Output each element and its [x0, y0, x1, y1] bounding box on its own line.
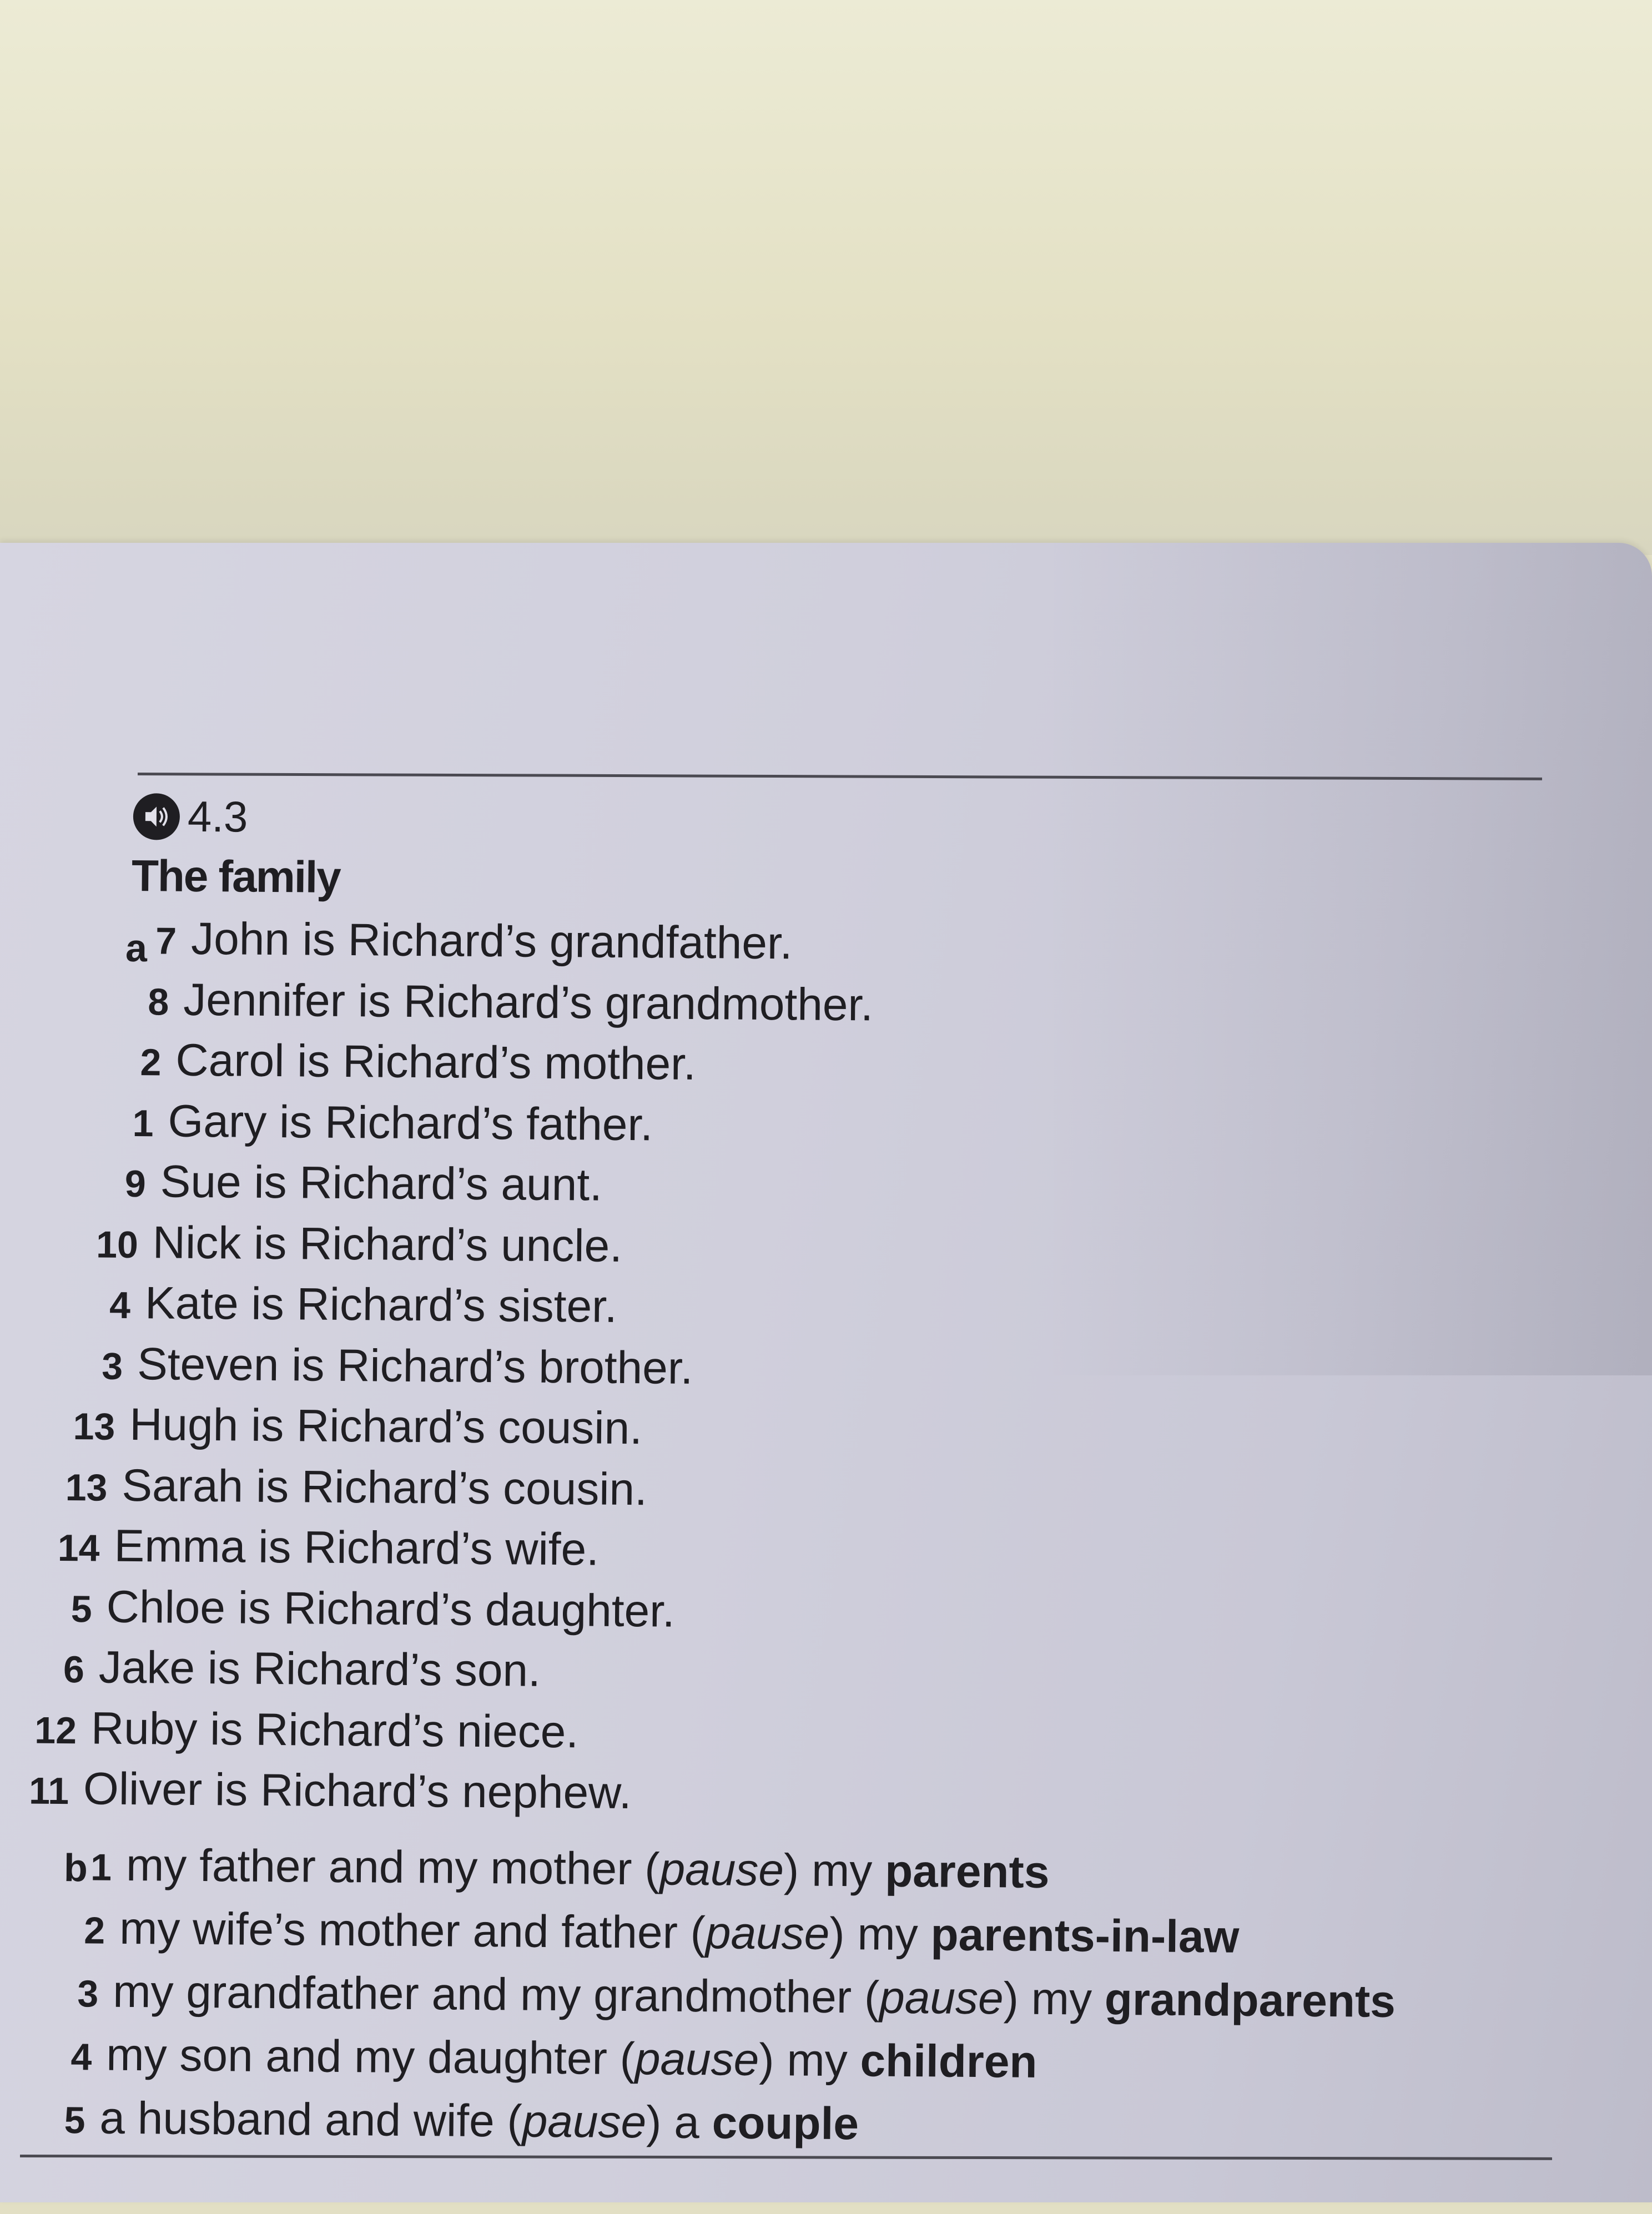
phrase-end: ) my [783, 1845, 885, 1897]
item-text: Jennifer is Richard’s grandmother. [183, 974, 874, 1030]
phrase-end: ) my [829, 1908, 931, 1960]
list-item [53, 1966, 1396, 2027]
item-number: 4 [70, 2036, 92, 2079]
track-header [133, 791, 248, 843]
item-number: 7 [155, 920, 177, 962]
pause-word: pause [705, 1908, 830, 1959]
item-number: 9 [124, 1162, 147, 1206]
list-item [115, 1035, 697, 1090]
list-item [39, 1642, 541, 1696]
list-item [93, 1217, 623, 1272]
key-word: children [860, 2035, 1037, 2087]
list-item [39, 2092, 859, 2150]
item-number: 3 [77, 1973, 99, 2015]
pause-word: pause [522, 2096, 647, 2148]
list-item [108, 1098, 653, 1148]
item-number: 2 [140, 1041, 162, 1084]
item-text: Gary is Richard’s father. [168, 1096, 653, 1150]
item-text: Sue is Richard’s aunt. [160, 1156, 603, 1211]
item-number: 10 [95, 1223, 139, 1266]
list-item [77, 1338, 693, 1394]
item-number: 14 [57, 1526, 100, 1570]
phrase-start: a husband and wife ( [99, 2092, 523, 2147]
list-item [46, 1581, 676, 1637]
phrase-start: my wife’s mother and father ( [119, 1903, 706, 1959]
list-item [123, 976, 873, 1028]
list-item [131, 913, 793, 969]
item-text: John is Richard’s grandfather. [190, 913, 793, 969]
key-word: couple [712, 2097, 859, 2150]
item-text: Nick is Richard’s uncle. [152, 1217, 623, 1272]
list-item [46, 2029, 1037, 2087]
track-number: 4.3 [187, 791, 248, 841]
list-item [100, 1156, 603, 1211]
phrase-end: ) my [1003, 1973, 1105, 2025]
key-word: grandparents [1104, 1974, 1396, 2027]
item-text: Jake is Richard’s son. [98, 1642, 541, 1696]
item-text: Sarah is Richard’s cousin. [122, 1460, 648, 1515]
item-number: 5 [64, 2099, 85, 2142]
pause-word: pause [659, 1844, 784, 1896]
item-number: 13 [65, 1466, 108, 1509]
item-number: 1 [90, 1846, 112, 1889]
item-number: 11 [28, 1769, 69, 1813]
item-text: Emma is Richard’s wife. [114, 1520, 600, 1575]
section-title: The family [131, 850, 341, 902]
section-a-label: a [125, 926, 148, 970]
phrase-start: my father and my mother ( [125, 1839, 660, 1895]
item-number: 6 [63, 1648, 85, 1691]
phrase-start: my grandfather and my grandmother ( [112, 1966, 880, 2023]
item-number: 5 [70, 1587, 92, 1630]
item-number: 1 [132, 1102, 154, 1144]
item-text: Oliver is Richard’s nephew. [83, 1763, 632, 1819]
key-word: parents-in-law [930, 1909, 1240, 1963]
phrase-start: my son and my daughter ( [106, 2029, 636, 2085]
item-number: 13 [73, 1405, 115, 1448]
section-b-label: b [63, 1846, 88, 1890]
key-word: parents [884, 1845, 1050, 1898]
pause-word: pause [879, 1972, 1004, 2024]
list-item [85, 1280, 617, 1330]
item-text: Kate is Richard’s sister. [144, 1278, 618, 1332]
audio-icon[interactable] [133, 793, 180, 840]
phrase-end: ) my [758, 2034, 860, 2086]
item-number: 3 [102, 1345, 123, 1388]
pause-word: pause [634, 2034, 759, 2085]
list-item [62, 1460, 648, 1515]
item-text: Carol is Richard’s mother. [175, 1035, 697, 1090]
item-text: Chloe is Richard’s daughter. [106, 1581, 676, 1637]
item-number: 4 [109, 1284, 131, 1327]
list-item [23, 1763, 632, 1819]
list-item [59, 1903, 1240, 1963]
item-number: 12 [34, 1709, 77, 1752]
list-item [54, 1520, 600, 1575]
item-text: Hugh is Richard’s cousin. [129, 1399, 643, 1454]
list-item [31, 1702, 579, 1757]
list-item [63, 1839, 1050, 1898]
phrase-end: ) a [646, 2097, 713, 2149]
item-number: 8 [148, 980, 169, 1023]
list-item [69, 1399, 643, 1454]
item-text: Ruby is Richard’s niece. [90, 1702, 579, 1757]
item-text: Steven is Richard’s brother. [137, 1338, 693, 1394]
item-number: 2 [84, 1909, 105, 1952]
